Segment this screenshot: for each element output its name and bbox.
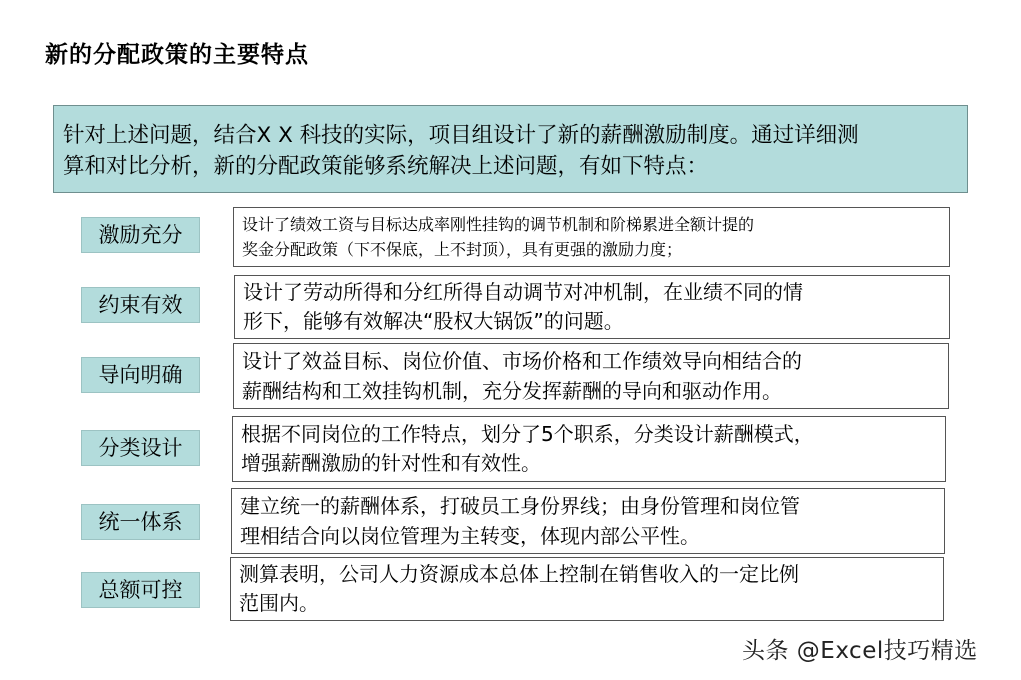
feature-tag-4: 分类设计 <box>81 430 200 466</box>
feature-tag-6: 总额可控 <box>81 572 200 608</box>
feature-desc-3-line-1: 设计了效益目标、岗位价值、市场价格和工作绩效导向相结合的 <box>242 349 802 373</box>
watermark: 头条 @Excel技巧精选 <box>742 638 978 664</box>
feature-desc-2-line-2: 形下，能够有效解决“股权大锅饭”的问题。 <box>243 309 624 333</box>
feature-desc-4-line-1: 根据不同岗位的工作特点，划分了5个职系，分类设计薪酬模式， <box>241 422 814 446</box>
feature-desc-3 <box>233 343 949 409</box>
feature-desc-5-line-2: 理相结合向以岗位管理为主转变，体现内部公平性。 <box>240 524 700 548</box>
intro-line-2: 算和对比分析，新的分配政策能够系统解决上述问题，有如下特点： <box>63 154 709 179</box>
feature-desc-4 <box>232 416 946 482</box>
intro-box <box>53 105 968 193</box>
feature-tag-2: 约束有效 <box>81 287 200 323</box>
intro-line-1: 针对上述问题，结合X X 科技的实际，项目组设计了新的薪酬激励制度。通过详细测 <box>63 123 859 148</box>
page-title: 新的分配政策的主要特点 <box>45 41 309 68</box>
feature-desc-5-line-1: 建立统一的薪酬体系，打破员工身份界线；由身份管理和岗位管 <box>240 494 800 518</box>
feature-tag-1: 激励充分 <box>81 217 200 253</box>
feature-desc-2-line-1: 设计了劳动所得和分红所得自动调节对冲机制，在业绩不同的情 <box>243 280 803 304</box>
feature-desc-1-line-2: 奖金分配政策（下不保底，上不封顶），具有更强的激励力度； <box>242 240 683 259</box>
feature-desc-6 <box>230 557 944 621</box>
feature-desc-6-line-1: 测算表明，公司人力资源成本总体上控制在销售收入的一定比例 <box>239 562 799 586</box>
feature-tag-5: 统一体系 <box>81 504 200 540</box>
feature-desc-1-line-1: 设计了绩效工资与目标达成率刚性挂钩的调节机制和阶梯累进全额计提的 <box>242 215 755 234</box>
feature-tag-3: 导向明确 <box>81 357 200 393</box>
feature-desc-6-line-2: 范围内。 <box>239 591 319 615</box>
feature-desc-3-line-2: 薪酬结构和工效挂钩机制，充分发挥薪酬的导向和驱动作用。 <box>242 379 782 403</box>
feature-desc-4-line-2: 增强薪酬激励的针对性和有效性。 <box>241 451 541 475</box>
feature-desc-1 <box>233 207 950 267</box>
feature-desc-5 <box>231 488 945 554</box>
feature-desc-2 <box>234 275 950 339</box>
